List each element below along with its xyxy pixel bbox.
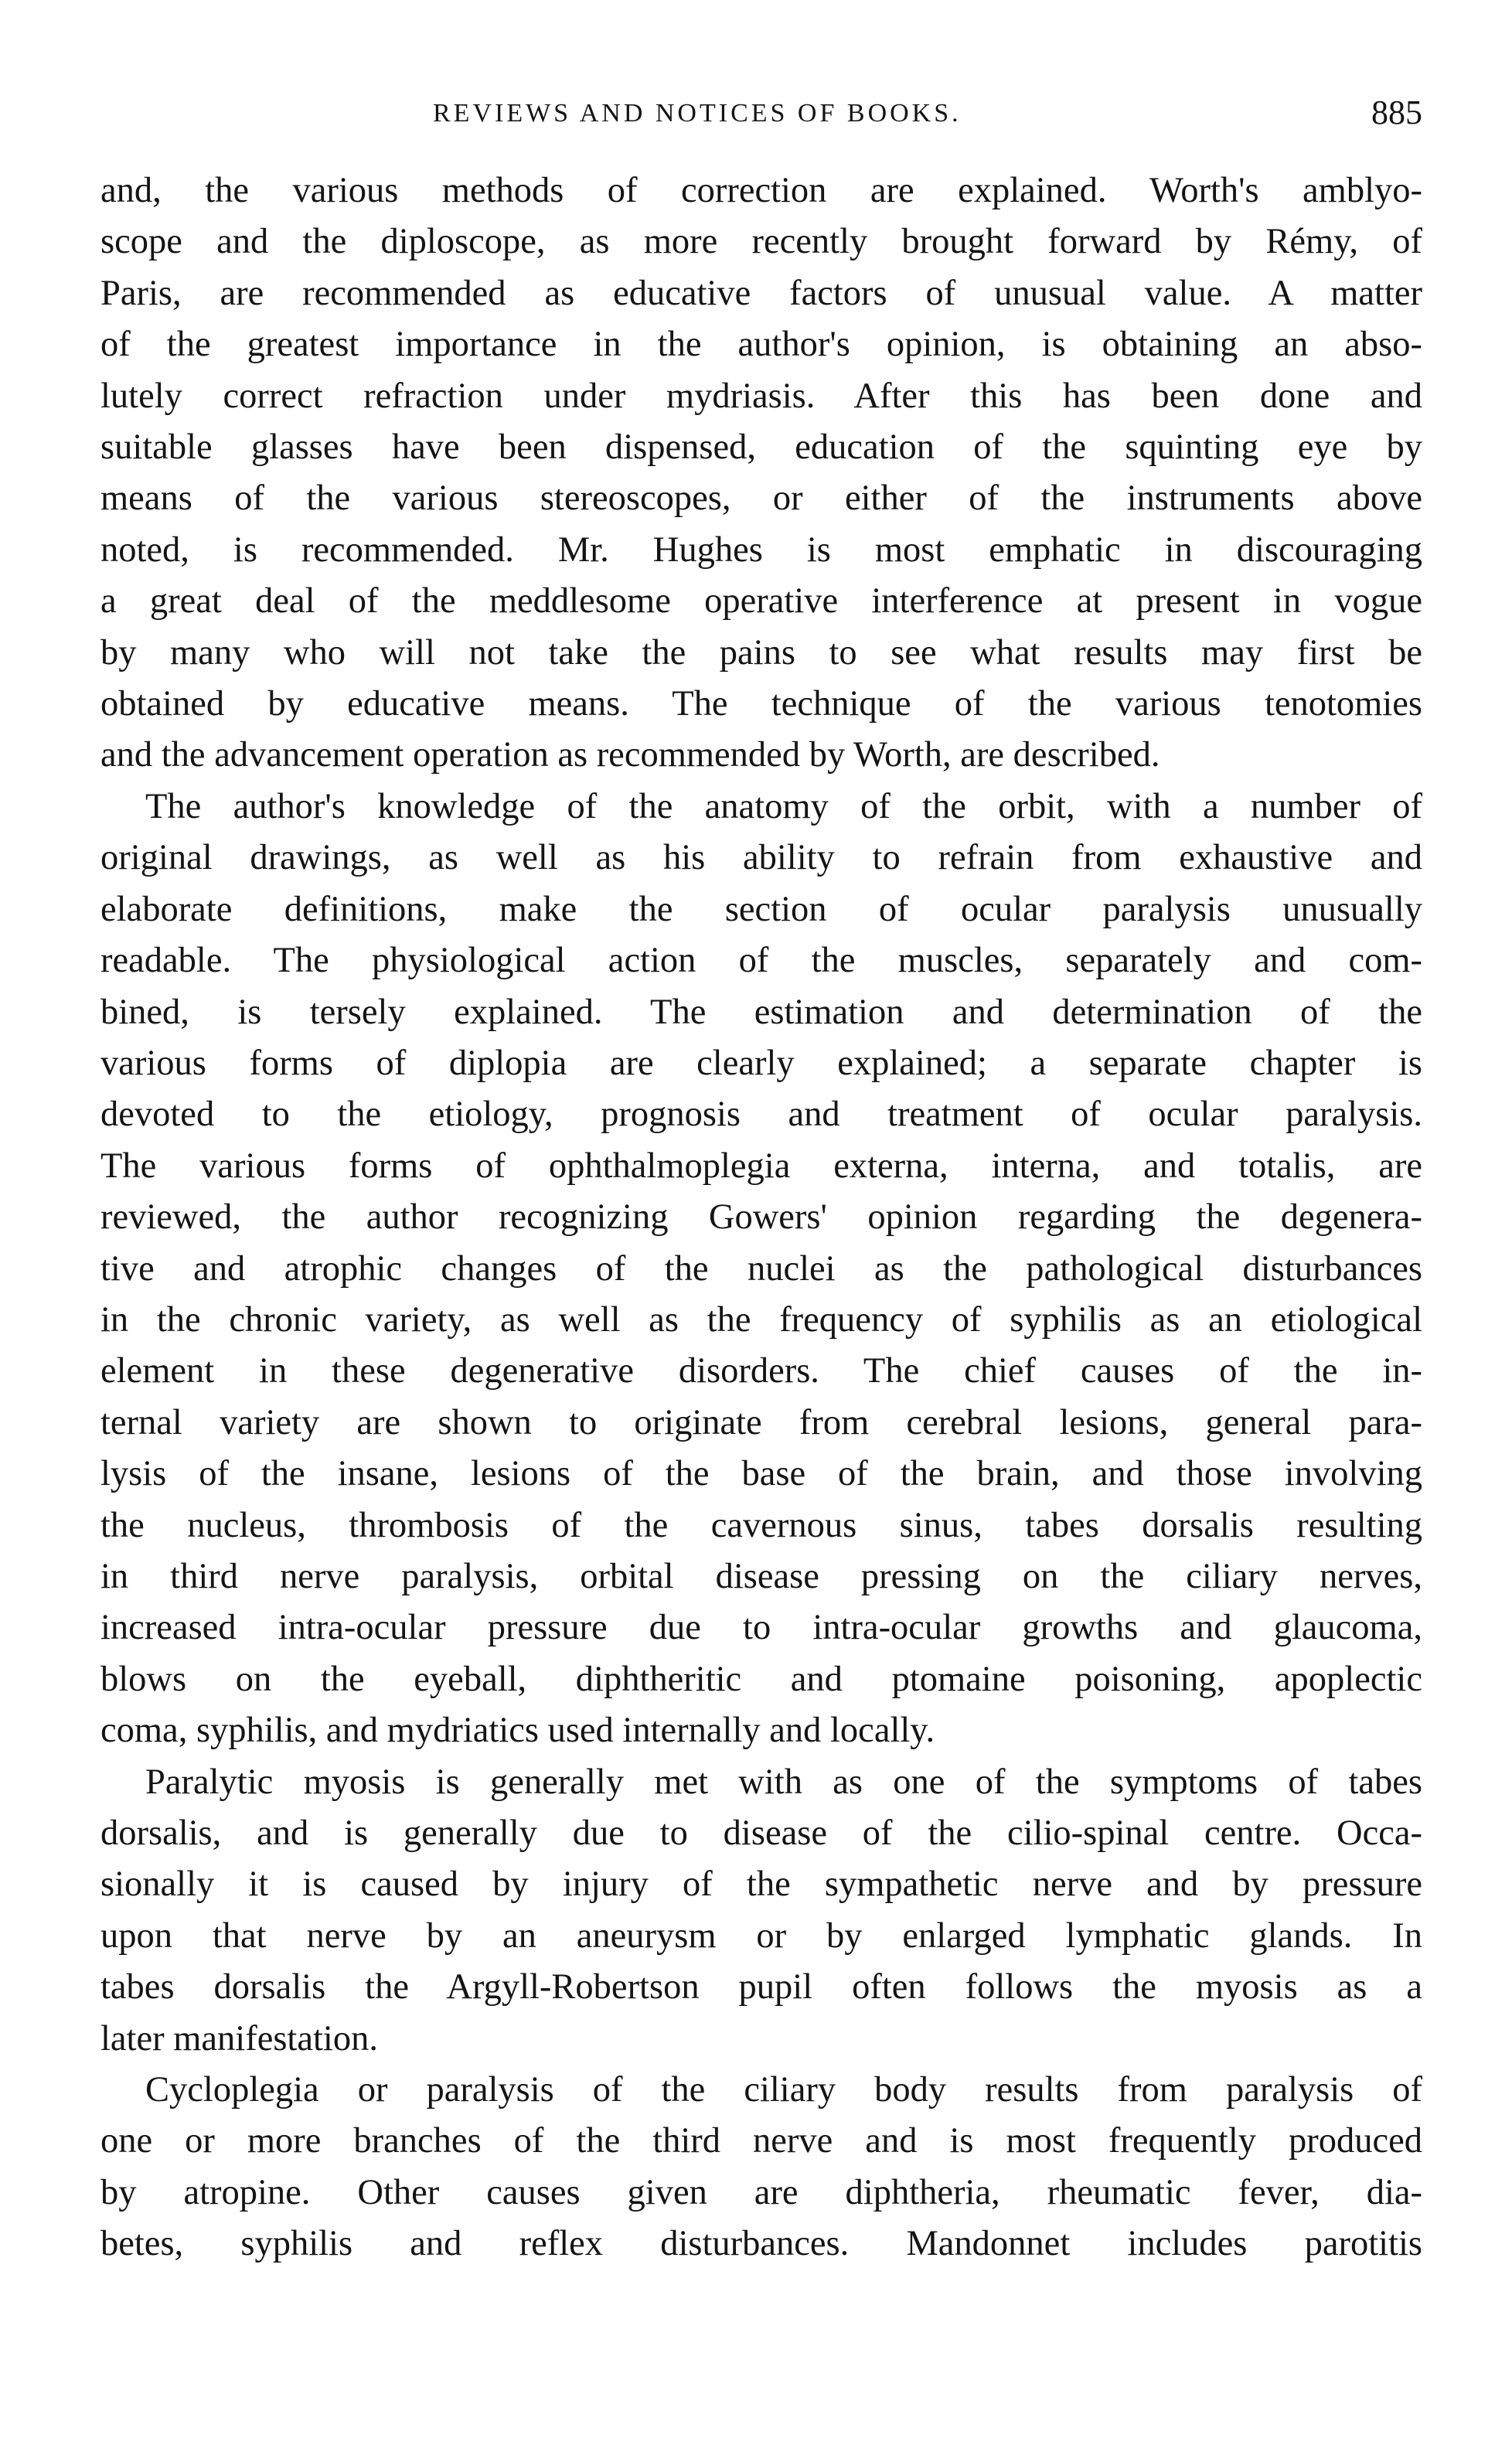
text-line: dorsalis, and is generally due to disease of the cilio-spinal centre. Occa-: [100, 1813, 1422, 1853]
text-line: tabes dorsalis the Argyll-Robertson pupil often follows the myosis as a: [100, 1967, 1422, 2007]
text-line: a great deal of the meddlesome operative interference at present in vogue: [100, 581, 1422, 621]
body-text: [100, 165, 1422, 2270]
text-line: in the chronic variety, as well as the frequency of syphilis as an etiological: [100, 1299, 1422, 1340]
text-line: betes, syphilis and reflex disturbances. Mandonnet includes parotitis: [100, 2224, 1422, 2264]
running-head: [100, 93, 1422, 139]
paragraph-ocular-paralysis: [100, 782, 1422, 1757]
text-line: elaborate definitions, make the section of ocular paralysis unusually: [100, 889, 1422, 929]
text-line: various forms of diplopia are clearly explained; a separate chapter is: [100, 1043, 1422, 1083]
text-line: bined, is tersely explained. The estimation and determination of the: [100, 992, 1422, 1032]
text-line: the nucleus, thrombosis of the cavernous sinus, tabes dorsalis resulting: [100, 1505, 1422, 1545]
text-line: by atropine. Other causes given are diphtheria, rheumatic fever, dia-: [100, 2172, 1422, 2212]
page-number: 885: [1371, 94, 1422, 131]
text-line: The various forms of ophthalmoplegia externa, interna, and totalis, are: [100, 1146, 1422, 1186]
text-line: means of the various stereoscopes, or either of the instruments above: [100, 478, 1422, 519]
text-line: later manifestation.: [100, 2018, 378, 2058]
text-line: readable. The physiological action of the muscles, separately and com-: [100, 941, 1422, 981]
paragraph-paralytic-myosis: [100, 1757, 1422, 2065]
text-line: element in these degenerative disorders. The chief causes of the in-: [100, 1351, 1422, 1391]
text-line: tive and atrophic changes of the nuclei as the pathological disturbances: [100, 1248, 1422, 1289]
text-line: lutely correct refraction under mydriasis. After this has been done and: [100, 376, 1422, 416]
text-line: upon that nerve by an aneurysm or by enlarged lymphatic glands. In: [100, 1915, 1422, 1956]
text-line: blows on the eyeball, diphtheritic and ptomaine poisoning, apoplectic: [100, 1659, 1422, 1699]
paragraph-cycloplegia: [100, 2065, 1422, 2270]
text-line: devoted to the etiology, prognosis and treatment of ocular paralysis.: [100, 1095, 1422, 1135]
text-line: increased intra-ocular pressure due to intra-ocular growths and glaucoma,: [100, 1608, 1422, 1648]
text-line: one or more branches of the third nerve and is most frequently produced: [100, 2121, 1422, 2161]
text-line: Cycloplegia or paralysis of the ciliary body results from paralysis of: [145, 2070, 1422, 2110]
text-line: original drawings, as well as his ability to refrain from exhaustive and: [100, 838, 1422, 878]
running-title: REVIEWS AND NOTICES OF BOOKS.: [433, 99, 962, 128]
text-line: Paralytic myosis is generally met with as one of the symptoms of tabes: [145, 1762, 1422, 1802]
text-line: in third nerve paralysis, orbital disease pressing on the ciliary nerves,: [100, 1556, 1422, 1596]
text-line: noted, is recommended. Mr. Hughes is most emphatic in discouraging: [100, 530, 1422, 570]
text-line: suitable glasses have been dispensed, education of the squinting eye by: [100, 427, 1422, 468]
text-line: The author's knowledge of the anatomy of the orbit, with a number of: [145, 786, 1422, 826]
page: [100, 93, 1422, 2270]
text-line: and, the various methods of correction are explained. Worth's amblyo-: [100, 171, 1422, 210]
text-line: and the advancement operation as recommended by Worth, are described.: [100, 735, 1160, 775]
text-line: lysis of the insane, lesions of the base of the brain, and those involving: [100, 1454, 1422, 1494]
text-line: Paris, are recommended as educative factors of unusual value. A matter: [100, 273, 1422, 313]
text-line: of the greatest importance in the author's opinion, is obtaining an abso-: [100, 325, 1422, 365]
text-line: scope and the diploscope, as more recently brought forward by Rémy, of: [100, 222, 1422, 262]
text-line: by many who will not take the pains to see what results may first be: [100, 632, 1422, 673]
text-line: coma, syphilis, and mydriatics used internally and locally.: [100, 1711, 935, 1751]
text-line: sionally it is caused by injury of the sympathetic nerve and by pressure: [100, 1864, 1422, 1905]
text-line: ternal variety are shown to originate from cerebral lesions, general para-: [100, 1402, 1422, 1442]
text-line: obtained by educative means. The technique of the various tenotomies: [100, 684, 1422, 724]
text-line: reviewed, the author recognizing Gowers' opinion regarding the degenera-: [100, 1197, 1422, 1238]
paragraph-continuation: [100, 165, 1422, 782]
